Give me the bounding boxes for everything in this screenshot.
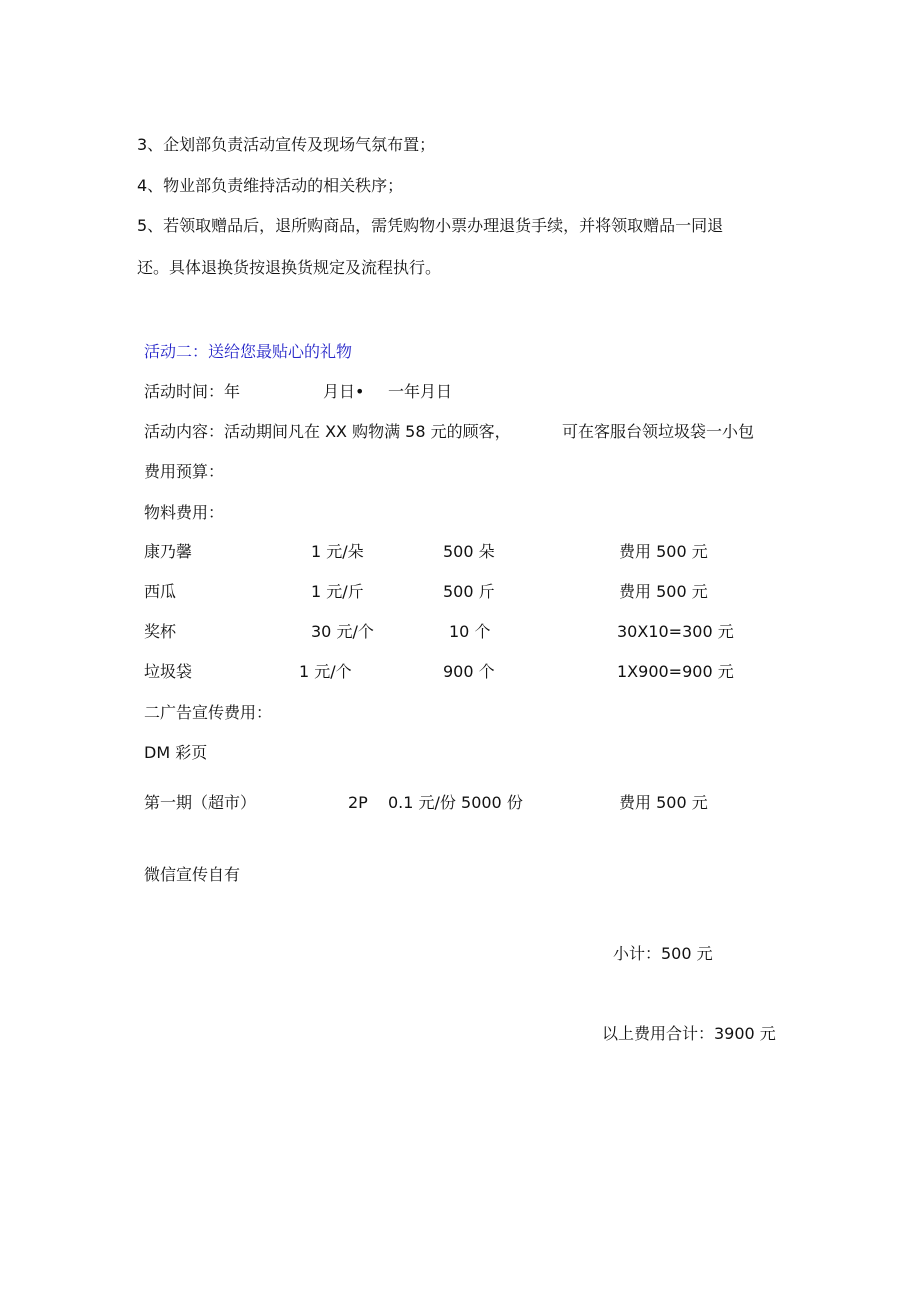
material-unit: 1 元/个 xyxy=(299,662,352,681)
material-cost: 1X900=900 元 xyxy=(617,662,734,681)
grand-total: 以上费用合计：3900 元 xyxy=(602,1024,776,1043)
list-item-5-line1: 5、若领取赠品后，退所购商品，需凭购物小票办理退货手续，并将领取赠品一同退 xyxy=(137,216,724,235)
material-qty: 500 朵 xyxy=(443,542,495,561)
wechat-note: 微信宣传自有 xyxy=(144,865,241,884)
activity-content-prefix: 活动内容：活动期间凡在 XX 购物满 58 元的顾客， xyxy=(144,422,511,441)
dm-row-unit-qty: 0.1 元/份 5000 份 xyxy=(388,793,523,812)
material-cost: 费用 500 元 xyxy=(619,542,708,561)
list-item-4: 4、物业部负责维持活动的相关秩序； xyxy=(137,176,404,195)
activity-content-suffix: 可在客服台领垃圾袋一小包 xyxy=(562,422,755,441)
material-cost: 30X10=300 元 xyxy=(617,622,734,641)
material-name: 西瓜 xyxy=(144,582,177,601)
dm-row-pages: 2P xyxy=(348,793,368,812)
budget-label: 费用预算： xyxy=(144,462,225,481)
material-qty: 10 个 xyxy=(449,622,491,641)
material-unit: 1 元/朵 xyxy=(311,542,364,561)
activity-time-end: 一年月日 xyxy=(388,382,453,401)
material-name: 奖杯 xyxy=(144,622,177,641)
subtotal: 小计：500 元 xyxy=(613,944,713,963)
material-qty: 500 斤 xyxy=(443,582,495,601)
materials-label: 物料费用： xyxy=(144,503,225,522)
material-unit: 30 元/个 xyxy=(311,622,374,641)
list-item-3: 3、企划部负责活动宣传及现场气氛布置； xyxy=(137,135,436,154)
activity-time-label: 活动时间：年 xyxy=(144,382,241,401)
material-name: 垃圾袋 xyxy=(144,662,193,681)
list-item-5-line2: 还。具体退换货按退换货规定及流程执行。 xyxy=(137,258,442,277)
material-cost: 费用 500 元 xyxy=(619,582,708,601)
material-name: 康乃馨 xyxy=(144,542,193,561)
activity2-title: 活动二：送给您最贴心的礼物 xyxy=(144,342,353,361)
dm-row-cost: 费用 500 元 xyxy=(619,793,708,812)
dm-label: DM 彩页 xyxy=(144,743,208,762)
material-qty: 900 个 xyxy=(443,662,495,681)
ad-cost-label: 二广告宣传费用： xyxy=(144,703,273,722)
activity-time-mid: 月日• xyxy=(323,382,365,401)
dm-row-name: 第一期（超市） xyxy=(144,793,257,812)
material-unit: 1 元/斤 xyxy=(311,582,364,601)
